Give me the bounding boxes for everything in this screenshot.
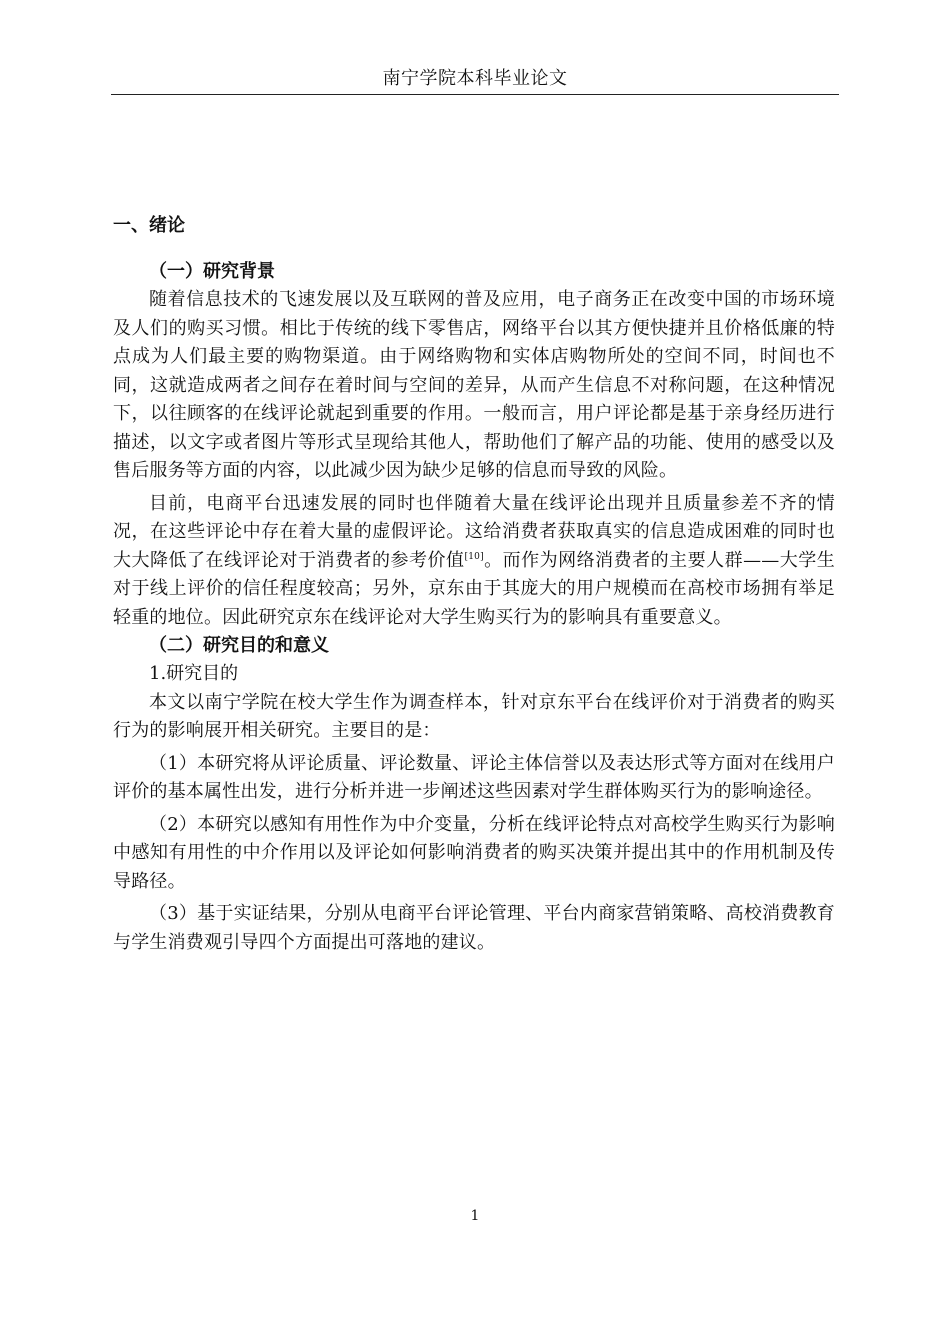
- paragraph-background-2: [113, 490, 835, 633]
- document-body: [113, 212, 835, 957]
- section-heading-background: （一）研究背景: [149, 261, 275, 282]
- page-number: 1: [470, 1208, 480, 1224]
- citation-reference: [10]: [464, 551, 484, 562]
- paragraph-text: 。而作为网络消费者的主要人群——大学生对于线上评价的信任程度较高；另外，京东由于其庞大的用户规模而在高校市场拥有举足轻重的地位。因此研究京东在线评论对大学生购买行为的影响具有重要意义。: [113, 549, 835, 628]
- paragraph-purpose-intro: 本文以南宁学院在校大学生作为调查样本，针对京东平台在线评价对于消费者的购买行为的影响展开相关研究。主要目的是：: [113, 691, 835, 741]
- page-header-title: 南宁学院本科毕业论文: [382, 68, 568, 89]
- chapter-heading: 一、绪论: [113, 215, 185, 236]
- header-divider: [111, 94, 839, 95]
- paragraph-text: 目前，电商平台迅速发展的同时也伴随着大量在线评论出现并且质量参差不齐的情况，在这些评论中存在着大量的虚假评论。这给消费者获取真实的信息造成困难的同时也大大降低了在线评论对于消费者的参考价值: [113, 492, 835, 571]
- section-heading-purpose: （二）研究目的和意义: [149, 635, 329, 656]
- subsection-heading-purpose: 1.研究目的: [149, 663, 239, 684]
- paragraph-purpose-item-3: （3）基于实证结果，分别从电商平台评论管理、平台内商家营销策略、高校消费教育与学生消费观引导四个方面提出可落地的建议。: [113, 903, 835, 953]
- paragraph-background-1: 随着信息技术的飞速发展以及互联网的普及应用，电子商务正在改变中国的市场环境及人们的购买习惯。相比于传统的线下零售店，网络平台以其方便快捷并且价格低廉的特点成为人们最主要的购物渠道。由于网络购物和实体店购物所处的空间不同，时间也不同，这就造成两者之间存在着时间与空间的差异，从而产生信息不对称问题，在这种情况下，以往顾客的在线评论就起到重要的作用。一般而言，用户评论都是基于亲身经历进行描述，以文字或者图片等形式呈现给其他人，帮助他们了解产品的功能、使用的感受以及售后服务等方面的内容，以此减少因为缺少足够的信息而导致的风险。: [113, 289, 835, 481]
- paragraph-purpose-item-1: （1）本研究将从评论质量、评论数量、评论主体信誉以及表达形式等方面对在线用户评价的基本属性出发，进行分析并进一步阐述这些因素对学生群体购买行为的影响途径。: [113, 752, 835, 802]
- paragraph-purpose-item-2: （2）本研究以感知有用性作为中介变量，分析在线评论特点对高校学生购买行为影响中感知有用性的中介作用以及评论如何影响消费者的购买决策并提出其中的作用机制及传导路径。: [113, 813, 835, 892]
